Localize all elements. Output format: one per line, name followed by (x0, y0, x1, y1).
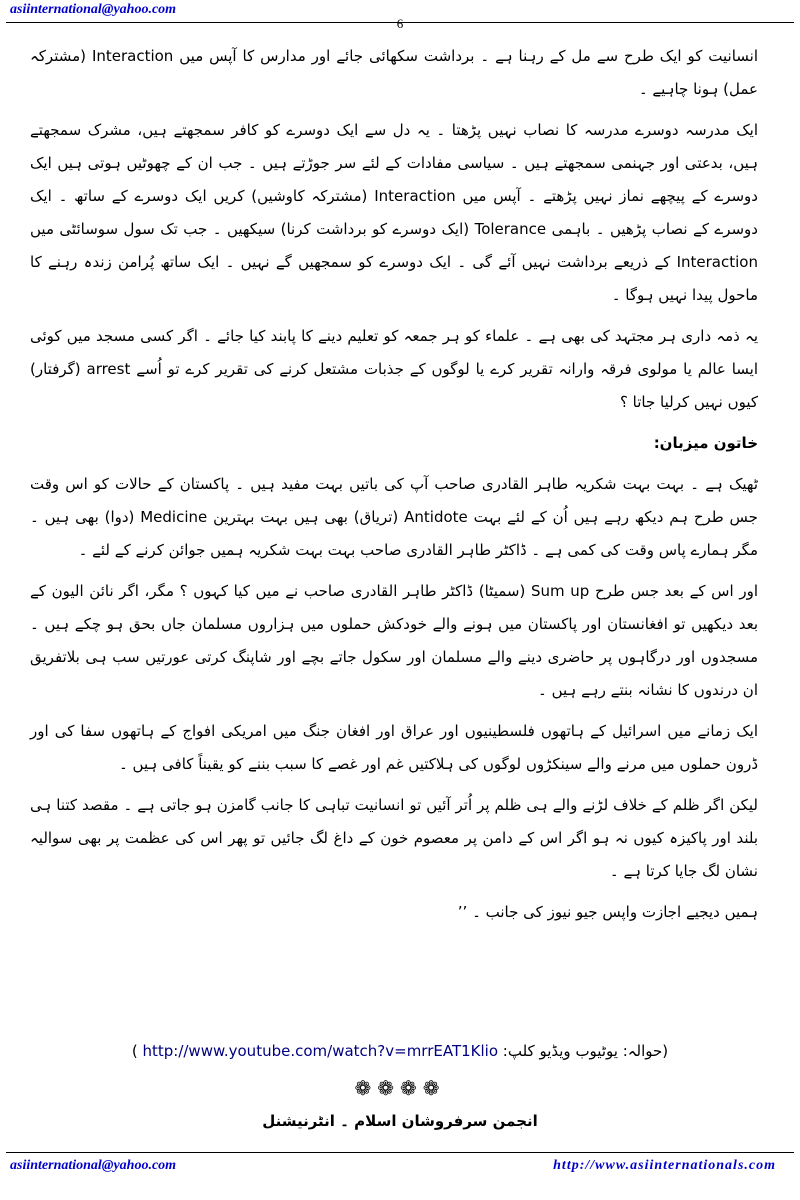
paragraph-8: ہمیں دیجیے اجازت واپس جیو نیوز کی جانب ۔ ’’ (457, 903, 758, 921)
p2-text-c: (ایک دوسرے کو برداشت کرنا) سیکھیں ۔ جب تک سول سوسائٹی میں (30, 220, 470, 238)
p5-term-sum-up: Sum up (530, 582, 590, 600)
citation (0, 1042, 800, 1060)
page-number: 6 (396, 16, 404, 31)
host-label: خاتون میزبان: (653, 434, 758, 452)
paragraph-2 (30, 114, 758, 312)
p4-text-b: (تریاق) بھی ہیں بہت بہترین (213, 508, 399, 526)
p2-text-b: (مشترکہ کاوشیں) کریں ایک دوسرے کے ساتھ ۔ ایک دوسرے کے نصاب پڑھیں ۔ باہمی (30, 187, 758, 238)
footer-email[interactable]: asiinternational@yahoo.com (10, 1158, 177, 1173)
p3-text-b: (گرفتار) کیوں نہیں کرلیا جاتا ؟ (30, 360, 758, 411)
p4-text-a: ٹھیک ہے ۔ بہت بہت شکریہ طاہر القادری صاحب آپ کی باتیں بہت مفید ہیں ۔ پاکستان کے حالات کو اس وقت جس طرح ہم دیکھ رہے ہیں اُن کے لئے بہت (30, 475, 758, 526)
p2-text-a: ایک مدرسہ دوسرے مدرسہ کا نصاب نہیں پڑھتا ۔ یہ دل سے ایک دوسرے کو کافر سمجھتے ہیں، مشرک سمجھتے ہیں، بدعتی اور جہنمی سمجھتے ہیں ۔ سیاسی مفادات کے لئے سر جوڑتے ہیں ۔ جب ان کے چھوٹیں ہوتی ہیں ایک دوسرے کے پیچھے نماز نہیں پڑھتے ۔ آپس میں (30, 121, 758, 205)
p4-term-antidote: Antidote (404, 508, 468, 526)
paragraph-4 (30, 468, 758, 567)
header-email[interactable]: asiinternational@yahoo.com (10, 2, 177, 17)
footer-rule (6, 1152, 794, 1153)
p5-text-a: اور اس کے بعد جس طرح (595, 582, 758, 600)
paragraph-6: ایک زمانے میں اسرائیل کے ہاتھوں فلسطینیوں اور عراق اور افغان جنگ میں امریکی افواج کے ہاتھوں سفا کی اور ڈرون حملوں میں مرنے والے سینکڑوں لوگوں کی ہلاکتیں غم اور غصے کا سبب بننے کو یقیناً کافی ہیں ۔ (30, 722, 758, 773)
organization-name: انجمن سرفروشان اسلام ۔ انٹرنیشنل (262, 1112, 538, 1130)
p2-term-tolerance: Tolerance (474, 220, 547, 238)
paragraph-3 (30, 320, 758, 419)
paragraph-7: لیکن اگر ظلم کے خلاف لڑنے والے ہی ظلم پر اُتر آئیں تو انسانیت تباہی کا جانب گامزن ہو جاتی ہے ۔ مقصد کتنا ہی بلند اور پاکیزہ کیوں نہ ہو اگر اس کے دامن پر معصوم خون کے داغ لگ جائیں تو پھر اس کی عظمت پر بھی سوالیہ نشان لگ جایا کرتا ہے ۔ (30, 796, 758, 880)
p5-text-b: (سمیٹا) ڈاکٹر طاہر القادری صاحب نے میں کیا کہوں ؟ مگر، اگر نائن الیون کے بعد دیکھیں تو افغانستان اور پاکستان میں ہونے والے خودکش حملوں میں ہزاروں مسلمان جاں بحق ہو چکے ہیں ۔ مسجدوں اور درگاہوں پر حاضری دینے والے مسلمان اور سکول جاتے بچے اور شاپنگ کرتی عورتیں سب ہی بلاتفریق ان درندوں کا نشانہ بنتے رہے ہیں ۔ (30, 582, 758, 699)
article-body (30, 40, 758, 937)
ornament-divider: ❁❁❁❁ (354, 1076, 446, 1100)
p2-term-interaction-1: Interaction (374, 187, 456, 205)
citation-label: (حوالہ: یوٹیوب ویڈیو کلپ: (502, 1042, 669, 1060)
p2-term-interaction-2: Interaction (676, 253, 758, 271)
p1-text-a: انسانیت کو ایک طرح سے مل کے رہنا ہے ۔ برداشت سکھائی جائے اور مدارس کا آپس میں (179, 47, 758, 65)
p4-term-medicine: Medicine (140, 508, 208, 526)
p3-term-arrest: arrest (86, 360, 131, 378)
citation-link[interactable]: http://www.youtube.com/watch?v=mrrEAT1Klio (142, 1042, 499, 1060)
header-rule (6, 22, 794, 23)
p3-text-a: یہ ذمہ داری ہر مجتہد کی بھی ہے ۔ علماء کو ہر جمعہ کو تعلیم دینے کا پابند کیا جائے ۔ اگر کسی مسجد میں کوئی ایسا عالم یا مولوی فرقہ وارانہ تقریر کرے یا لوگوں کے جذبات مشتعل کرنے کی تقریر کرے تو اُسے (30, 327, 758, 378)
paragraph-5 (30, 575, 758, 707)
p2-text-d: کے ذریعے برداشت نہیں آئے گی ۔ ایک دوسرے کو سمجھیں گے نہیں ۔ ایک ساتھ پُرامن زندہ رہنے کا ماحول پیدا نہیں ہوگا ۔ (30, 253, 758, 304)
p1-term-interaction: Interaction (91, 47, 174, 65)
citation-close: ) (131, 1042, 138, 1060)
p4-text-c: (دوا) بھی ہیں ۔ مگر ہمارے پاس وقت کی کمی ہے ۔ ڈاکٹر طاہر القادری صاحب بہت بہت شکریہ ہمیں جوائن کرنے کے لئے ۔ (30, 508, 758, 559)
p1-text-b: (مشترکہ عمل) ہونا چاہیے ۔ (30, 47, 758, 98)
paragraph-1 (30, 40, 758, 106)
footer-website-link[interactable]: http://www.asiinternationals.com (553, 1158, 776, 1173)
